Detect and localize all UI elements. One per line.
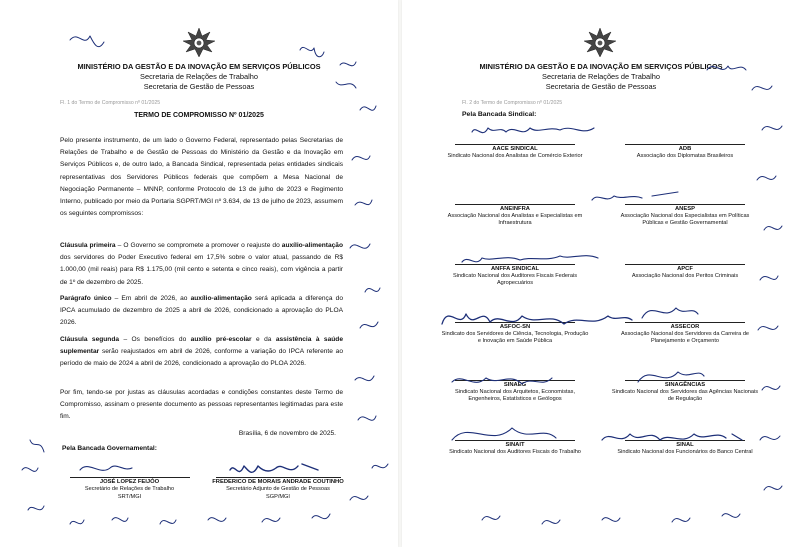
paragraph-unico — [60, 293, 343, 330]
clause-second-bold-2: assistência à saúde suplementar — [60, 336, 343, 356]
clause-second-label: Cláusula segunda — [60, 336, 120, 343]
entity-acronym: ADB — [678, 146, 692, 152]
entity-acronym: SINAEG — [503, 382, 527, 388]
clause-first-label: Cláusula primeira — [60, 242, 116, 249]
signatory-org: SGP/MGI — [266, 493, 290, 500]
page-1 — [0, 0, 398, 547]
signature-line — [455, 322, 575, 323]
entity-acronym: ANFFA SINDICAL — [490, 266, 540, 272]
signature-line — [216, 477, 341, 478]
entity-signature-sinag-ncias — [610, 380, 760, 404]
page-header — [0, 62, 398, 92]
entity-description: Sindicato Nacional dos Funcionários do Banco Central — [617, 449, 753, 456]
entity-signature-anesp — [610, 204, 760, 228]
entity-signature-assecor — [610, 322, 760, 346]
entity-signature-apcf — [610, 264, 760, 280]
coat-of-arms-icon — [580, 26, 620, 60]
secretariat-sgp: Secretaria de Gestão de Pessoas — [143, 82, 255, 91]
clause-second-text-a: – Os benefícios do — [119, 336, 191, 343]
signature-line — [625, 264, 745, 265]
entity-description: Sindicato Nacional dos Auditores Fiscais do Trabalho — [449, 449, 581, 456]
page-header — [402, 62, 800, 92]
signature-line — [625, 322, 745, 323]
signatory-name: FREDERICO DE MORAIS ANDRADE COUTINHO — [212, 479, 344, 485]
signature-line — [625, 380, 745, 381]
paragraph-unico-label: Parágrafo único — [60, 295, 112, 302]
signature-line — [625, 440, 745, 441]
secretariat-sgp: Secretaria de Gestão de Pessoas — [545, 82, 657, 91]
folio-number: Fl. 2 do Termo de Compromisso nº 01/2025 — [462, 100, 563, 106]
signature-line — [455, 440, 575, 441]
signature-block-srt — [62, 477, 197, 501]
entity-signature-sinait — [440, 440, 590, 456]
paragraph-unico-text-a: – Em abril de 2026, ao — [111, 295, 191, 302]
entity-description: Sindicato dos Servidores de Ciência, Tecnologia, Produção e Inovação em Saúde Pública — [441, 331, 589, 345]
signatory-org: SRT/MGI — [117, 493, 142, 500]
entity-description: Associação Nacional dos Servidores da Carreira de Planejamento e Orçamento — [620, 331, 750, 345]
entity-description: Associação Nacional dos Peritos Criminais — [631, 273, 739, 280]
entity-description: Associação Nacional dos Analistas e Especialistas em Infraestrutura — [447, 213, 583, 227]
signature-line — [625, 144, 745, 145]
signature-line — [625, 204, 745, 205]
signature-line — [455, 204, 575, 205]
secretariat-srt: Secretaria de Relações de Trabalho — [542, 72, 660, 81]
entity-description: Sindicato Nacional dos Arquitetos, Economistas, Engenheiros, Estatísticos e Geólogos — [454, 389, 576, 403]
entity-description: Sindicato Nacional dos Auditores Fiscais Federais Agropecuários — [452, 273, 578, 287]
entity-signature-asfoc-sn — [440, 322, 590, 346]
entity-signature-sinal — [610, 440, 760, 456]
bancada-governamental-heading: Pela Bancada Governamental: — [62, 445, 157, 452]
clause-second — [60, 334, 343, 371]
entity-signature-anffa-sindical — [440, 264, 590, 288]
signature-line — [455, 380, 575, 381]
clause-first — [60, 240, 343, 289]
entity-description: Sindicato Nacional dos Analistas de Comércio Exterior — [447, 153, 583, 160]
clause-first-text-a: – O Governo se compromete a promover o reajuste do — [115, 242, 282, 249]
bancada-sindical-heading: Pela Bancada Sindical: — [462, 111, 537, 118]
page-2 — [402, 0, 800, 547]
signature-line — [455, 264, 575, 265]
entity-acronym: ANEINFRA — [500, 206, 530, 212]
entity-acronym: SINAL — [676, 442, 694, 448]
entity-signature-sinaeg — [440, 380, 590, 404]
signatory-role: Secretário Adjunto de Gestão de Pessoas — [226, 486, 330, 493]
date-line: Brasília, 6 de novembro de 2025. — [238, 430, 336, 437]
entity-acronym: SINAGÊNCIAS — [664, 382, 706, 388]
signatory-name: JOSÉ LOPEZ FEIJÓO — [99, 479, 160, 485]
entity-description: Associação dos Diplomatas Brasileiros — [636, 153, 734, 160]
clause-second-bold-1: auxílio pré-escolar — [190, 336, 252, 343]
document-title: TERMO DE COMPROMISSO Nº 01/2025 — [134, 112, 264, 119]
entity-acronym: AACE SINDICAL — [492, 146, 538, 152]
entity-description: Associação Nacional dos Especialistas em Políticas Públicas e Gestão Governamental — [620, 213, 750, 227]
paragraph-unico-text-b: será aplicada a diferença do IPCA acumulado de dezembro de 2025 a abril de 2026, condicionado a aprovação do PLOA 2026. — [60, 295, 343, 327]
clause-second-text-mid: e da — [251, 336, 276, 343]
clause-second-text-b: serão reajustados em abril de 2026, conforme a variação do IPCA referente ao período de maio de 2024 a abril de 2026, condicionado a aprovação do PLOA 2026. — [60, 348, 343, 368]
intro-paragraph: Pelo presente instrumento, de um lado o Governo Federal, representado pelas Secretarias de Relações de Trabalho e de Gestão de Pessoas do Ministério da Gestão e da Inovação em Serviços Públicos e, de outro lado, a Bancada Sindical, representada pelas entidades sindicais representativas dos Servidores Públicos federais que compõem a Mesa Nacional de Negociação Permanente – MNNP, conforme Protocolo de 13 de julho de 2023 e Regimento Interno, publicado por meio da Portaria SGPRT/MGI nº 3.634, de 13 de julho de 2023, assumem os seguintes compromissos: — [60, 137, 343, 218]
entity-signature-aneinfra — [440, 204, 590, 228]
entity-signature-adb — [610, 144, 760, 160]
entity-description: Sindicato Nacional dos Servidores das Agências Nacionais de Regulação — [611, 389, 759, 403]
entity-acronym: ANESP — [675, 206, 695, 212]
entity-signature-aace-sindical — [440, 144, 590, 160]
entity-acronym: APCF — [677, 266, 693, 272]
entity-acronym: ASSECOR — [670, 324, 700, 330]
entity-acronym: ASFOC-SN — [499, 324, 531, 330]
ministry-name: MINISTÉRIO DA GESTÃO E DA INOVAÇÃO EM SERVIÇOS PÚBLICOS — [479, 62, 723, 71]
secretariat-srt: Secretaria de Relações de Trabalho — [140, 72, 258, 81]
ministry-name: MINISTÉRIO DA GESTÃO E DA INOVAÇÃO EM SERVIÇOS PÚBLICOS — [77, 62, 321, 71]
entity-acronym: SINAIT — [505, 442, 525, 448]
clause-first-bold: auxílio-alimentação — [281, 242, 343, 249]
signature-line — [70, 477, 190, 478]
signatory-role: Secretário de Relações de Trabalho — [84, 486, 175, 493]
closing-paragraph: Por fim, tendo-se por justas as cláusulas acordadas e condições constantes deste Termo de Compromisso, assinam o presente documento as pessoas representantes legitimadas para este fim. — [60, 389, 343, 421]
folio-number: Fl. 1 do Termo de Compromisso nº 01/2025 — [60, 100, 161, 106]
coat-of-arms-icon — [179, 26, 219, 60]
clause-first-text-b: dos servidores do Poder Executivo federal em 17,5% sobre o valor atual, passando de R$ 1.000,00 (mil reais) para R$ 1.175,00 (mil cento e setenta e cinco reais), com vigência a partir de 1º de dezembro de 2025. — [60, 254, 343, 286]
signature-line — [455, 144, 575, 145]
paragraph-unico-bold: auxílio-alimentação — [190, 295, 252, 302]
signature-block-sgp — [208, 477, 348, 501]
